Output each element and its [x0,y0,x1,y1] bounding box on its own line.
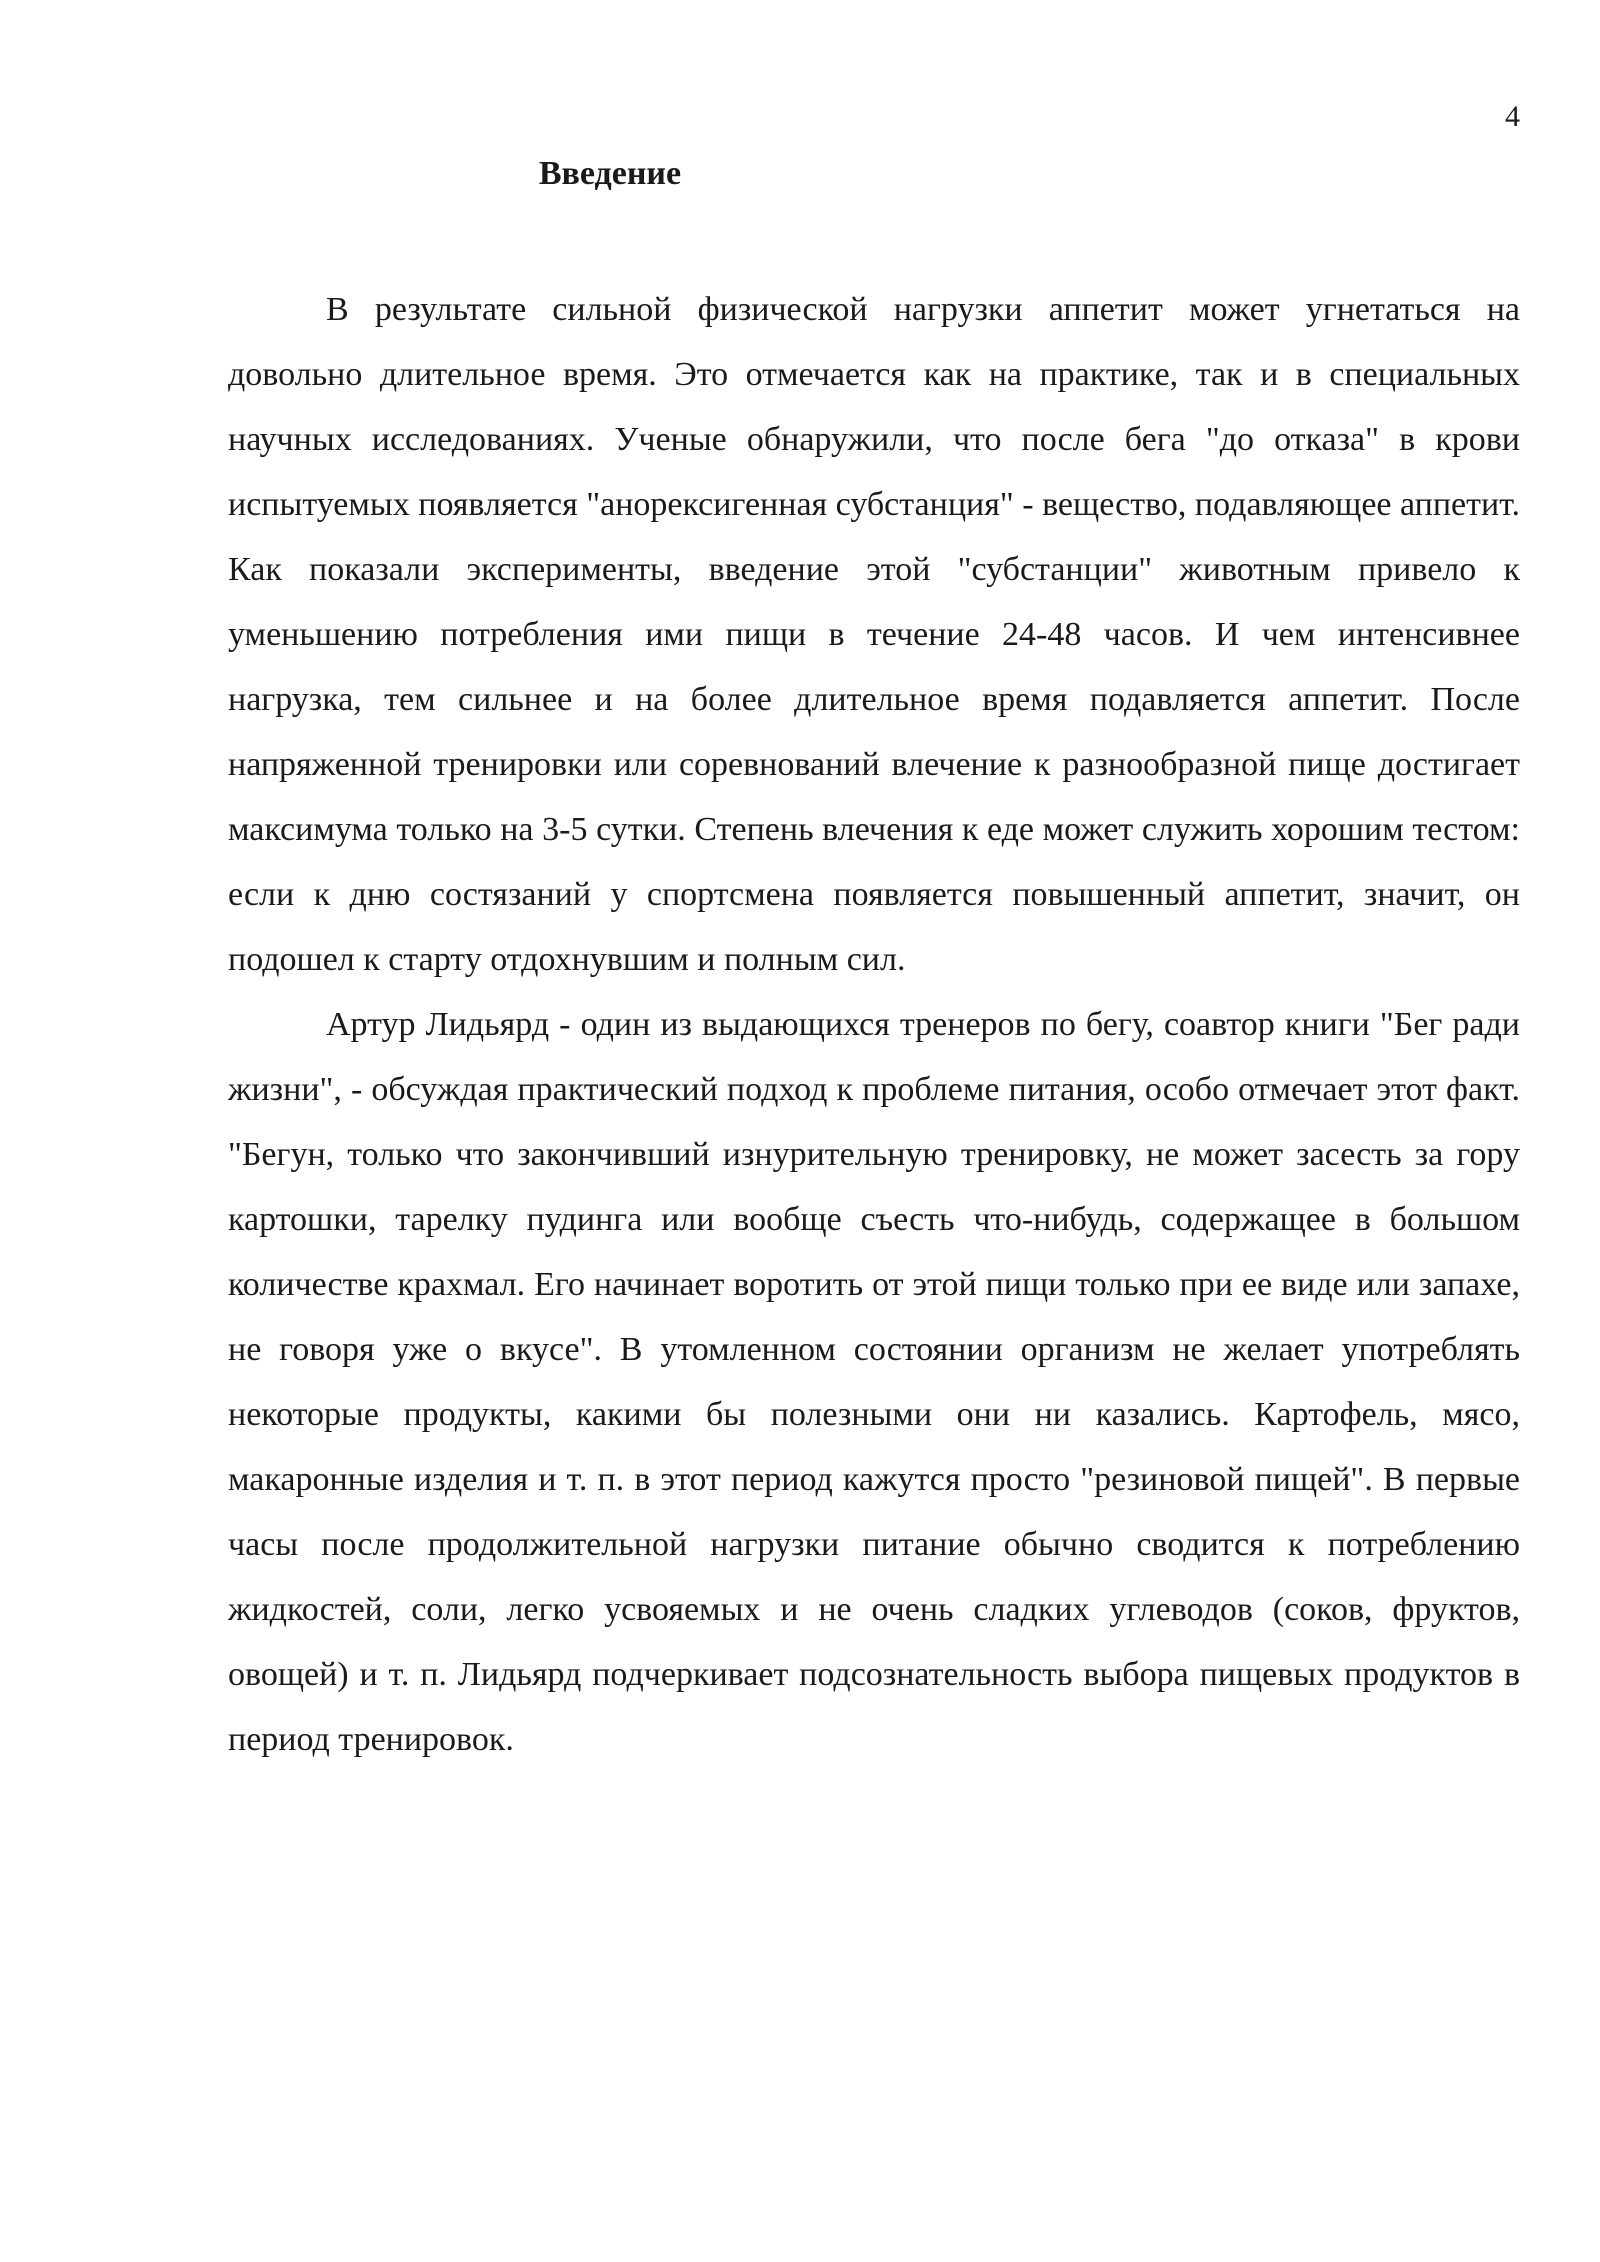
paragraph-1: В результате сильной физической нагрузки аппетит может угнетаться на довольно длительное время. Это отмечается как на практике, так и в специальных научных исследованиях. Ученые обнаружили, что после бега "до отказа" в крови испытуемых появляется "анорексигенная субстанция" - вещество, подавляющее аппетит. Как показали эксперименты, введение этой "субстанции" животным привело к уменьшению потребления ими пищи в течение 24-48 часов. И чем интенсивнее нагрузка, тем сильнее и на более длительное время подавляется аппетит. После напряженной тренировки или соревнований влечение к разнообразной пище достигает максимума только на 3-5 сутки. Степень влечения к еде может служить хорошим тестом: если к дню состязаний у спортсмена появляется повышенный аппетит, значит, он подошел к старту отдохнувшим и полным сил. [228,291,1520,978]
body-text [228,277,1520,1772]
paragraph-2: Артур Лидьярд - один из выдающихся тренеров по бегу, соавтор книги "Бег ради жизни", - обсуждая практический подход к проблеме питания, особо отмечает этот факт. "Бегун, только что закончивший изнурительную тренировку, не может засесть за гору картошки, тарелку пудинга или вообще съесть что-нибудь, содержащее в большом количестве крахмал. Его начинает воротить от этой пищи только при ее виде или запахе, не говоря уже о вкусе". В утомленном состоянии организм не желает употреблять некоторые продукты, какими бы полезными они ни казались. Картофель, мясо, макаронные изделия и т. п. в этот период кажутся просто "резиновой пищей". В первые часы после продолжительной нагрузки питание обычно сводится к потреблению жидкостей, соли, легко усвояемых и не очень сладких углеводов (соков, фруктов, овощей) и т. п. Лидьярд подчеркивает подсознательность выбора пищевых продуктов в период тренировок. [228,1006,1520,1758]
page-number: 4 [1505,100,1520,133]
section-heading: Введение [538,155,682,192]
